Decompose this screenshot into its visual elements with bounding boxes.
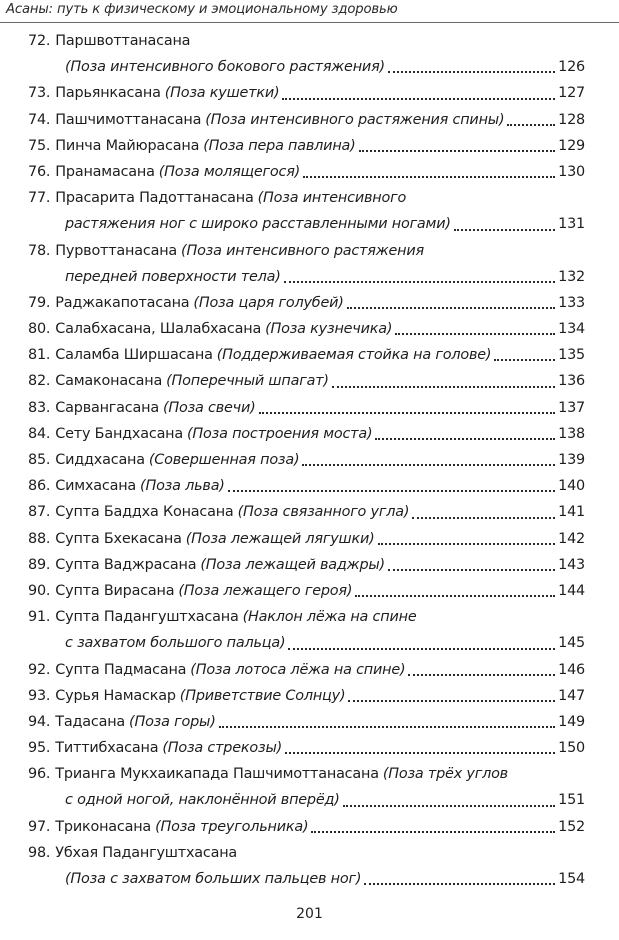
toc-entry-title: Раджакапотасана <box>55 294 190 311</box>
toc-page-number: 144 <box>558 582 585 599</box>
toc-page-number: 140 <box>558 478 585 495</box>
toc-entry-number: 78. <box>28 242 51 259</box>
toc-page-number: 129 <box>558 137 585 154</box>
toc-entry-subtitle: (Поза царя голубей) <box>193 294 344 311</box>
toc-entry-subtitle: (Поза интенсивного растяжения спины) <box>205 111 505 128</box>
toc-entry-title: Саламба Ширшасана <box>55 347 213 364</box>
dot-leader <box>347 290 555 316</box>
toc-entry-subtitle: (Поза свечи) <box>162 399 256 416</box>
toc-entry <box>28 368 585 394</box>
toc-entry <box>28 526 585 552</box>
dot-leader <box>343 787 555 813</box>
toc-entry-title: Супта Ваджрасана <box>55 556 197 573</box>
toc-entry <box>28 107 585 133</box>
toc-entry <box>28 316 585 342</box>
dot-leader <box>259 395 556 421</box>
toc-entry-number: 89. <box>28 556 51 573</box>
toc-entry-subtitle: (Поза кушетки) <box>164 85 280 102</box>
toc-entry <box>28 578 585 604</box>
toc-entry-number: 94. <box>28 713 51 730</box>
dot-leader <box>494 342 555 368</box>
toc-entry-number: 84. <box>28 425 51 442</box>
toc-page-number: 149 <box>558 713 585 730</box>
toc-page-number: 154 <box>558 871 585 887</box>
toc-entry-title: Супта Бхекасана <box>55 530 182 547</box>
toc-entry-number: 98. <box>28 844 51 861</box>
toc-entry-subtitle: (Наклон лёжа на спине <box>242 609 417 626</box>
toc-entry <box>28 185 585 211</box>
toc-entry-subtitle: (Поза кузнечика) <box>265 321 393 338</box>
toc-entry <box>28 342 585 368</box>
dot-leader <box>284 264 555 290</box>
toc-entry <box>28 238 585 264</box>
toc-entry-subtitle: (Поза льва) <box>140 478 225 495</box>
toc-entry-number: 90. <box>28 582 51 599</box>
toc-entry-number: 97. <box>28 818 51 835</box>
toc-page-number: 145 <box>558 635 585 652</box>
toc-entry <box>28 761 585 787</box>
dot-leader <box>282 80 555 106</box>
toc-entry-title: Супта Баддха Конасана <box>55 504 234 521</box>
toc-entry-number: 79. <box>28 294 51 311</box>
toc-page-number: 142 <box>558 530 585 547</box>
toc-entry-title: Пурвоттанасана <box>55 242 178 259</box>
toc-entry-subtitle: (Поза стрекозы) <box>162 740 283 757</box>
dot-leader <box>359 133 556 159</box>
toc-page-number: 131 <box>558 216 585 233</box>
toc-page-number: 139 <box>558 452 585 468</box>
toc-entry-number: 83. <box>28 399 51 416</box>
toc-entry-title: Супта Падмасана <box>55 661 187 678</box>
header-rule <box>0 22 619 23</box>
toc-entry-subtitle: (Совершенная поза) <box>148 452 300 468</box>
toc-entry-continuation <box>28 866 585 892</box>
toc-entry <box>28 814 585 840</box>
toc-entry-title: Симхасана <box>55 478 137 495</box>
toc-entry-number: 72. <box>28 33 51 49</box>
toc-entry-subtitle: (Поза связанного угла) <box>237 504 410 521</box>
toc-entry-number: 91. <box>28 609 51 626</box>
toc-page-number: 151 <box>558 792 585 809</box>
toc-entry <box>28 421 585 447</box>
toc-entry-number: 80. <box>28 321 51 338</box>
toc-entry <box>28 290 585 316</box>
dot-leader <box>303 159 555 185</box>
toc-page-number: 137 <box>558 399 585 416</box>
toc-entry <box>28 552 585 578</box>
dot-leader <box>408 657 555 683</box>
toc-entry-number: 93. <box>28 687 51 704</box>
toc-entry-title: Прасарита Падоттанасана <box>55 190 254 207</box>
toc-entry-number: 92. <box>28 661 51 678</box>
dot-leader <box>302 447 555 473</box>
toc-entry-continuation <box>28 787 585 813</box>
toc-entry-title: Сету Бандхасана <box>55 425 184 442</box>
toc-page-number: 126 <box>558 59 585 76</box>
dot-leader <box>285 735 555 761</box>
toc-entry-title: Тадасана <box>55 713 126 730</box>
toc-entry-number: 81. <box>28 347 51 364</box>
toc-entry-continuation <box>28 54 585 80</box>
toc-entry-number: 76. <box>28 163 51 180</box>
toc-page-number: 141 <box>558 504 585 521</box>
toc-page-number: 134 <box>558 321 585 338</box>
toc-page-number: 133 <box>558 294 585 311</box>
toc-entry-title: Салабхасана, Шалабхасана <box>55 321 262 338</box>
toc-entry <box>28 683 585 709</box>
dot-leader <box>311 814 555 840</box>
toc-entry-subtitle: (Поддерживаемая стойка на голове) <box>216 347 492 364</box>
toc-entry-subtitle: растяжения ног с широко расставленными ногами) <box>65 216 451 233</box>
toc-entry <box>28 473 585 499</box>
toc-entry-subtitle: (Поза с захватом больших пальцев ног) <box>65 871 362 887</box>
toc-entry <box>28 80 585 106</box>
toc-page-number: 143 <box>558 556 585 573</box>
toc-entry-continuation <box>28 211 585 237</box>
toc-entry-continuation <box>28 630 585 656</box>
table-of-contents <box>28 28 585 892</box>
running-header: Асаны: путь к физическому и эмоциональному здоровью <box>6 2 398 17</box>
toc-entry <box>28 735 585 761</box>
toc-entry-title: Пашчимоттанасана <box>55 111 202 128</box>
toc-page-number: 147 <box>558 687 585 704</box>
toc-entry-subtitle: с захватом большого пальца) <box>65 635 286 652</box>
toc-entry-title: Трианга Мукхаикапада Пашчимоттанасана <box>55 766 379 783</box>
toc-entry-continuation <box>28 264 585 290</box>
toc-entry-subtitle: (Поза лежащей ваджры) <box>200 556 385 573</box>
toc-entry-number: 85. <box>28 452 51 468</box>
dot-leader <box>412 499 555 525</box>
toc-entry-subtitle: передней поверхности тела) <box>65 268 281 285</box>
toc-page-number: 130 <box>558 163 585 180</box>
toc-entry-subtitle: с одной ногой, наклонённой вперёд) <box>65 792 340 809</box>
toc-entry-number: 73. <box>28 85 51 102</box>
dot-leader <box>364 866 555 892</box>
toc-entry-number: 86. <box>28 478 51 495</box>
toc-entry-title: Сурья Намаскар <box>55 687 176 704</box>
dot-leader <box>388 54 555 80</box>
toc-entry-subtitle: (Поза лежащего героя) <box>178 582 353 599</box>
toc-entry-number: 95. <box>28 740 51 757</box>
toc-page-number: 136 <box>558 373 585 390</box>
toc-entry-subtitle: (Поза горы) <box>129 713 216 730</box>
toc-entry <box>28 447 585 473</box>
toc-entry-subtitle: (Поза лежащей лягушки) <box>185 530 375 547</box>
dot-leader <box>507 107 555 133</box>
toc-entry-number: 74. <box>28 111 51 128</box>
toc-entry-subtitle: (Поза интенсивного растяжения <box>181 242 424 259</box>
dot-leader <box>288 630 555 656</box>
toc-entry <box>28 133 585 159</box>
toc-entry <box>28 28 585 54</box>
toc-entry-number: 87. <box>28 504 51 521</box>
toc-page-number: 132 <box>558 268 585 285</box>
toc-page-number: 146 <box>558 661 585 678</box>
toc-entry-title: Супта Вирасана <box>55 582 175 599</box>
toc-entry-title: Триконасана <box>55 818 152 835</box>
toc-entry-subtitle: (Поза молящегося) <box>158 163 301 180</box>
toc-entry-title: Супта Падангуштхасана <box>55 609 239 626</box>
toc-page-number: 127 <box>558 85 585 102</box>
page-number: 201 <box>296 906 323 922</box>
toc-entry-subtitle: (Поза построения моста) <box>187 425 373 442</box>
toc-entry <box>28 159 585 185</box>
toc-entry-title: Титтибхасана <box>55 740 159 757</box>
dot-leader <box>378 526 556 552</box>
toc-page-number: 152 <box>558 818 585 835</box>
toc-entry-title: Пранамасана <box>55 163 155 180</box>
toc-entry <box>28 840 585 866</box>
toc-page-number: 150 <box>558 740 585 757</box>
toc-page-number: 135 <box>558 347 585 364</box>
toc-entry-title: Парьянкасана <box>55 85 161 102</box>
toc-entry-subtitle: (Поза пера павлина) <box>203 137 356 154</box>
toc-entry-title: Сиддхасана <box>55 452 145 468</box>
dot-leader <box>355 578 555 604</box>
toc-entry-number: 82. <box>28 373 51 390</box>
toc-entry-title: Паршвоттанасана <box>55 33 191 49</box>
toc-page-number: 128 <box>558 111 585 128</box>
dot-leader <box>219 709 556 735</box>
toc-entry-title: Пинча Майюрасана <box>55 137 200 154</box>
dot-leader <box>375 421 555 447</box>
dot-leader <box>454 211 555 237</box>
toc-entry-subtitle: (Поза интенсивного <box>257 190 407 207</box>
toc-entry-number: 77. <box>28 190 51 207</box>
toc-entry-subtitle: (Приветствие Солнцу) <box>179 687 346 704</box>
toc-entry <box>28 657 585 683</box>
toc-entry-title: Самаконасана <box>55 373 163 390</box>
toc-entry-title: Сарвангасана <box>55 399 159 416</box>
toc-entry-subtitle: (Поза трёх углов <box>382 766 508 783</box>
dot-leader <box>332 368 555 394</box>
toc-entry <box>28 709 585 735</box>
toc-entry-number: 75. <box>28 137 51 154</box>
dot-leader <box>395 316 555 342</box>
toc-entry <box>28 604 585 630</box>
toc-entry-number: 96. <box>28 766 51 783</box>
toc-entry-subtitle: (Поперечный шпагат) <box>166 373 329 390</box>
toc-entry-number: 88. <box>28 530 51 547</box>
toc-page-number: 138 <box>558 425 585 442</box>
toc-entry <box>28 395 585 421</box>
toc-entry-subtitle: (Поза интенсивного бокового растяжения) <box>65 59 385 76</box>
toc-entry-subtitle: (Поза лотоса лёжа на спине) <box>190 661 406 678</box>
dot-leader <box>348 683 555 709</box>
toc-entry-subtitle: (Поза треугольника) <box>155 818 309 835</box>
toc-entry <box>28 499 585 525</box>
dot-leader <box>388 552 555 578</box>
dot-leader <box>228 473 555 499</box>
toc-entry-title: Убхая Падангуштхасана <box>55 844 238 861</box>
